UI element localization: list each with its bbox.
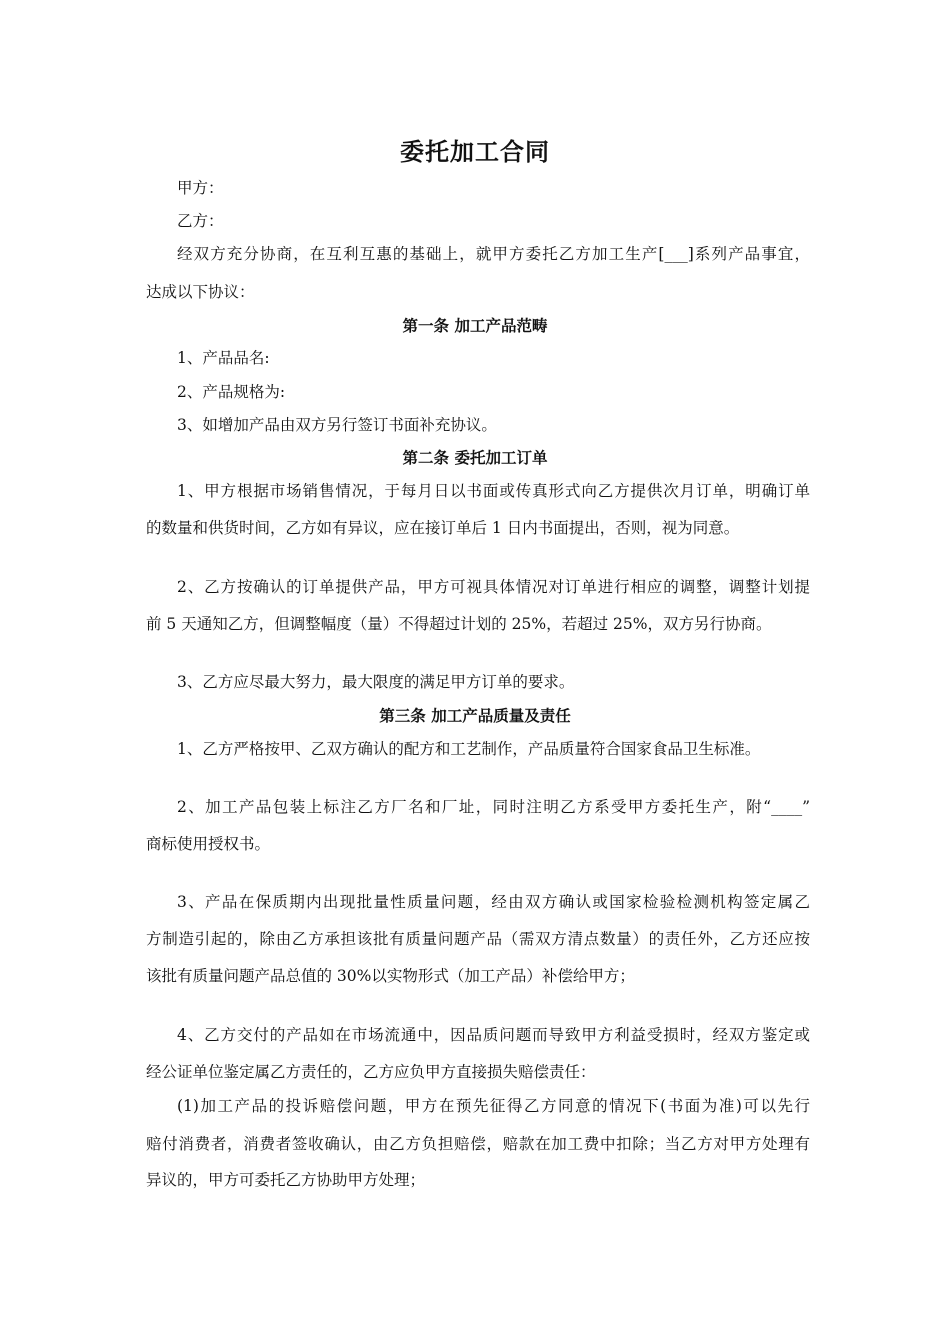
article-3-item-4-sub-1-line-2: 赔付消费者，消费者签收确认，由乙方负担赔偿，赔款在加工费中扣除；当乙方对甲方处理有: [146, 1135, 810, 1153]
article-3-item-3-line-1: 3、产品在保质期内出现批量性质量问题，经由双方确认或国家检验检测机构签定属乙: [177, 893, 810, 911]
article-1-item-3: 3、如增加产品由双方另行签订书面补充协议。: [177, 416, 497, 434]
article-1-item-1: 1、产品品名:: [177, 349, 270, 367]
article-1-item-2: 2、产品规格为:: [177, 383, 286, 401]
article-2-item-2-line-1: 2、乙方按确认的订单提供产品，甲方可视具体情况对订单进行相应的调整，调整计划提: [177, 578, 810, 596]
article-1-heading: 第一条 加工产品范畴: [402, 316, 548, 335]
article-2-item-3: 3、乙方应尽最大努力，最大限度的满足甲方订单的要求。: [177, 673, 575, 691]
document-title: 委托加工合同: [400, 137, 550, 166]
article-3-item-1: 1、乙方严格按甲、乙双方确认的配方和工艺制作，产品质量符合国家食品卫生标准。: [177, 740, 761, 758]
article-2-item-2-line-2: 前 5 天通知乙方，但调整幅度（量）不得超过计划的 25%，若超过 25%，双方另行协商。: [146, 615, 772, 633]
article-3-heading: 第三条 加工产品质量及责任: [379, 706, 571, 725]
party-a-line: 甲方：: [177, 179, 224, 197]
article-3-item-3-line-2: 方制造引起的，除由乙方承担该批有质量问题产品（需双方清点数量）的责任外，乙方还应按: [146, 930, 810, 948]
article-3-item-4-sub-1-line-1: (1)加工产品的投诉赔偿问题，甲方在预先征得乙方同意的情况下(书面为准)可以先行: [177, 1097, 810, 1115]
preamble-line-2: 达成以下协议：: [146, 283, 255, 301]
party-b-line: 乙方：: [177, 212, 224, 230]
article-2-item-1-line-1: 1、甲方根据市场销售情况，于每月日以书面或传真形式向乙方提供次月订单，明确订单: [177, 482, 810, 500]
article-2-heading: 第二条 委托加工订单: [402, 448, 548, 467]
preamble-line-1: 经双方充分协商，在互利互惠的基础上，就甲方委托乙方加工生产[___]系列产品事宜，: [177, 245, 810, 263]
article-2-item-1-line-2: 的数量和供货时间，乙方如有异议，应在接订单后 1 日内书面提出，否则，视为同意。: [146, 519, 740, 537]
article-3-item-4-line-1: 4、乙方交付的产品如在市场流通中，因品质问题而导致甲方利益受损时，经双方鉴定或: [177, 1026, 810, 1044]
article-3-item-3-line-3: 该批有质量问题产品总值的 30%以实物形式（加工产品）补偿给甲方；: [146, 967, 635, 985]
article-3-item-4-line-2: 经公证单位鉴定属乙方责任的，乙方应负甲方直接损失赔偿责任：: [146, 1063, 596, 1081]
article-3-item-4-sub-1-line-3: 异议的，甲方可委托乙方协助甲方处理；: [146, 1171, 426, 1189]
article-3-item-2-line-1: 2、加工产品包装上标注乙方厂名和厂址，同时注明乙方系受甲方委托生产，附“____”: [177, 798, 810, 816]
article-3-item-2-line-2: 商标使用授权书。: [146, 835, 271, 853]
